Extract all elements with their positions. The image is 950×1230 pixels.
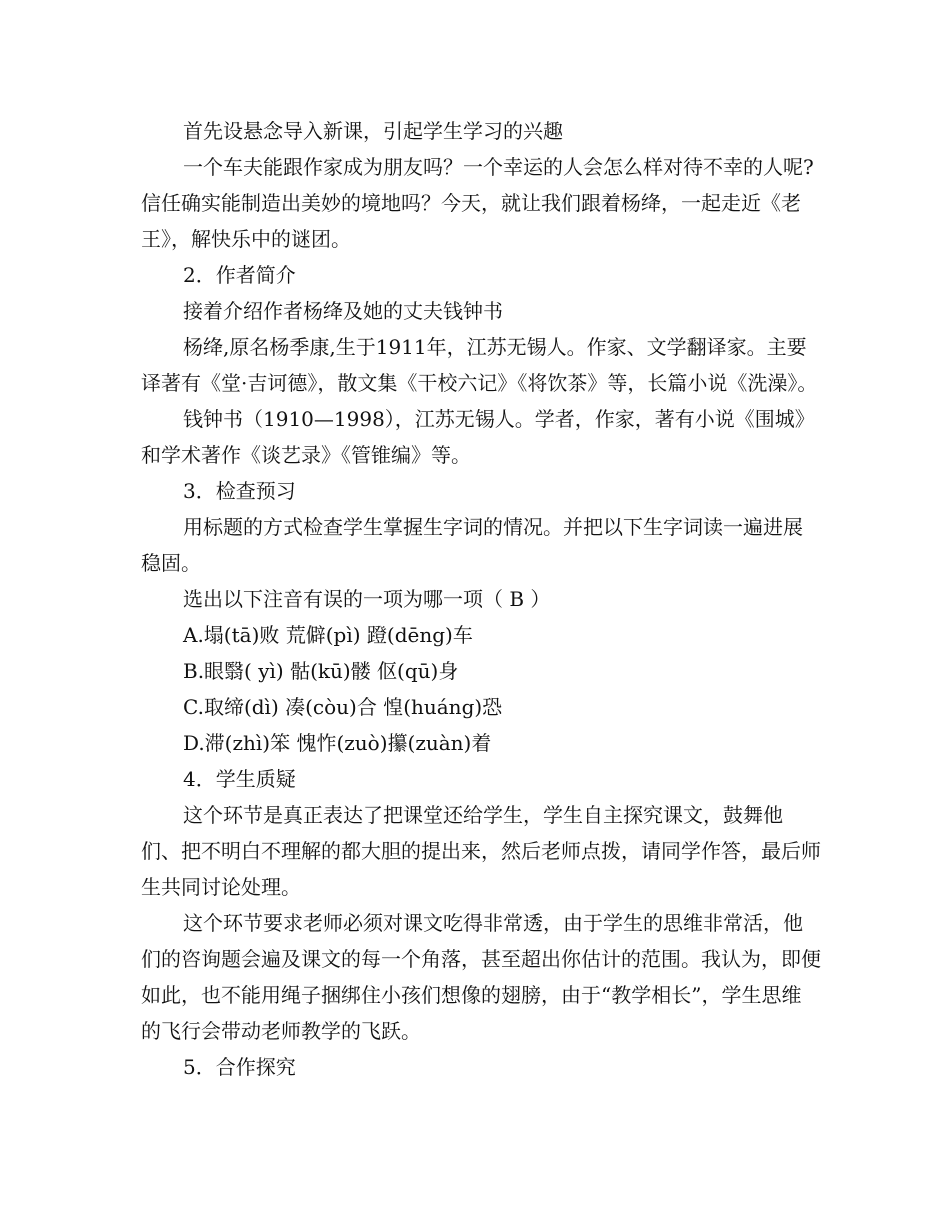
paragraph-questions-2: 这个环节要求老师必须对课文吃得非常透，由于学生的思维非常活，他们的咨询题会遍及课文的每一个角落，甚至超出你估计的范围。我认为，即便如此，也不能用绳子捆绑住小孩们想像的翅膀，由于“教学相长”，学生思维的飞行会带动老师教学的飞跃。 — [141, 911, 821, 1043]
option-a: A.塌(tā)败 荒僻(pì) 蹬(dēng)车 — [183, 623, 473, 647]
question-stem: 选出以下注音有误的一项为哪一项（ B ） — [183, 587, 551, 611]
paragraph-intro-text: 一个车夫能跟作家成为朋友吗？一个幸运的人会怎么样对待不幸的人呢?信任确实能制造出美妙的境地吗？今天，就让我们跟着杨绛，一起走近《老王》，解快乐中的谜团。 — [141, 155, 814, 251]
paragraph-author-intro: 接着介绍作者杨绛及她的丈夫钱钟书 — [183, 299, 503, 323]
paragraph-preview-method: 用标题的方式检查学生掌握生字词的情况。并把以下生字词读一遍进展稳固。 — [141, 515, 803, 575]
section-heading-preview: 3．检查预习 — [183, 479, 296, 503]
option-d: D.滞(zhì)笨 愧怍(zuò)攥(zuàn)着 — [183, 731, 492, 755]
paragraph-intro-heading: 首先设悬念导入新课，引起学生学习的兴趣 — [183, 119, 563, 143]
paragraph-questions-1: 这个环节是真正表达了把课堂还给学生，学生自主探究课文，鼓舞他们、把不明白不理解的都大胆的提出来，然后老师点拨，请同学作答，最后师生共同讨论处理。 — [141, 803, 821, 899]
paragraph-qian-zhongshu: 钱钟书（1910—1998），江苏无锡人。学者，作家，著有小说《围城》和学术著作《谈艺录》《管锥编》等。 — [141, 407, 815, 467]
paragraph-yang-jiang: 杨绛,原名杨季康,生于1911年，江苏无锡人。作家、文学翻译家。主要译著有《堂·吉诃德》，散文集《干校六记》《将饮茶》等，长篇小说《洗澡》。 — [141, 335, 818, 395]
section-heading-questions: 4．学生质疑 — [183, 767, 296, 791]
section-heading-cooperation: 5．合作探究 — [183, 1055, 296, 1079]
option-b: B.眼翳( yì) 骷(kū)髅 伛(qū)身 — [183, 659, 459, 683]
document-body — [141, 113, 821, 1085]
section-heading-author: 2．作者简介 — [183, 263, 296, 287]
option-c: C.取缔(dì) 凑(còu)合 惶(huáng)恐 — [183, 695, 503, 719]
